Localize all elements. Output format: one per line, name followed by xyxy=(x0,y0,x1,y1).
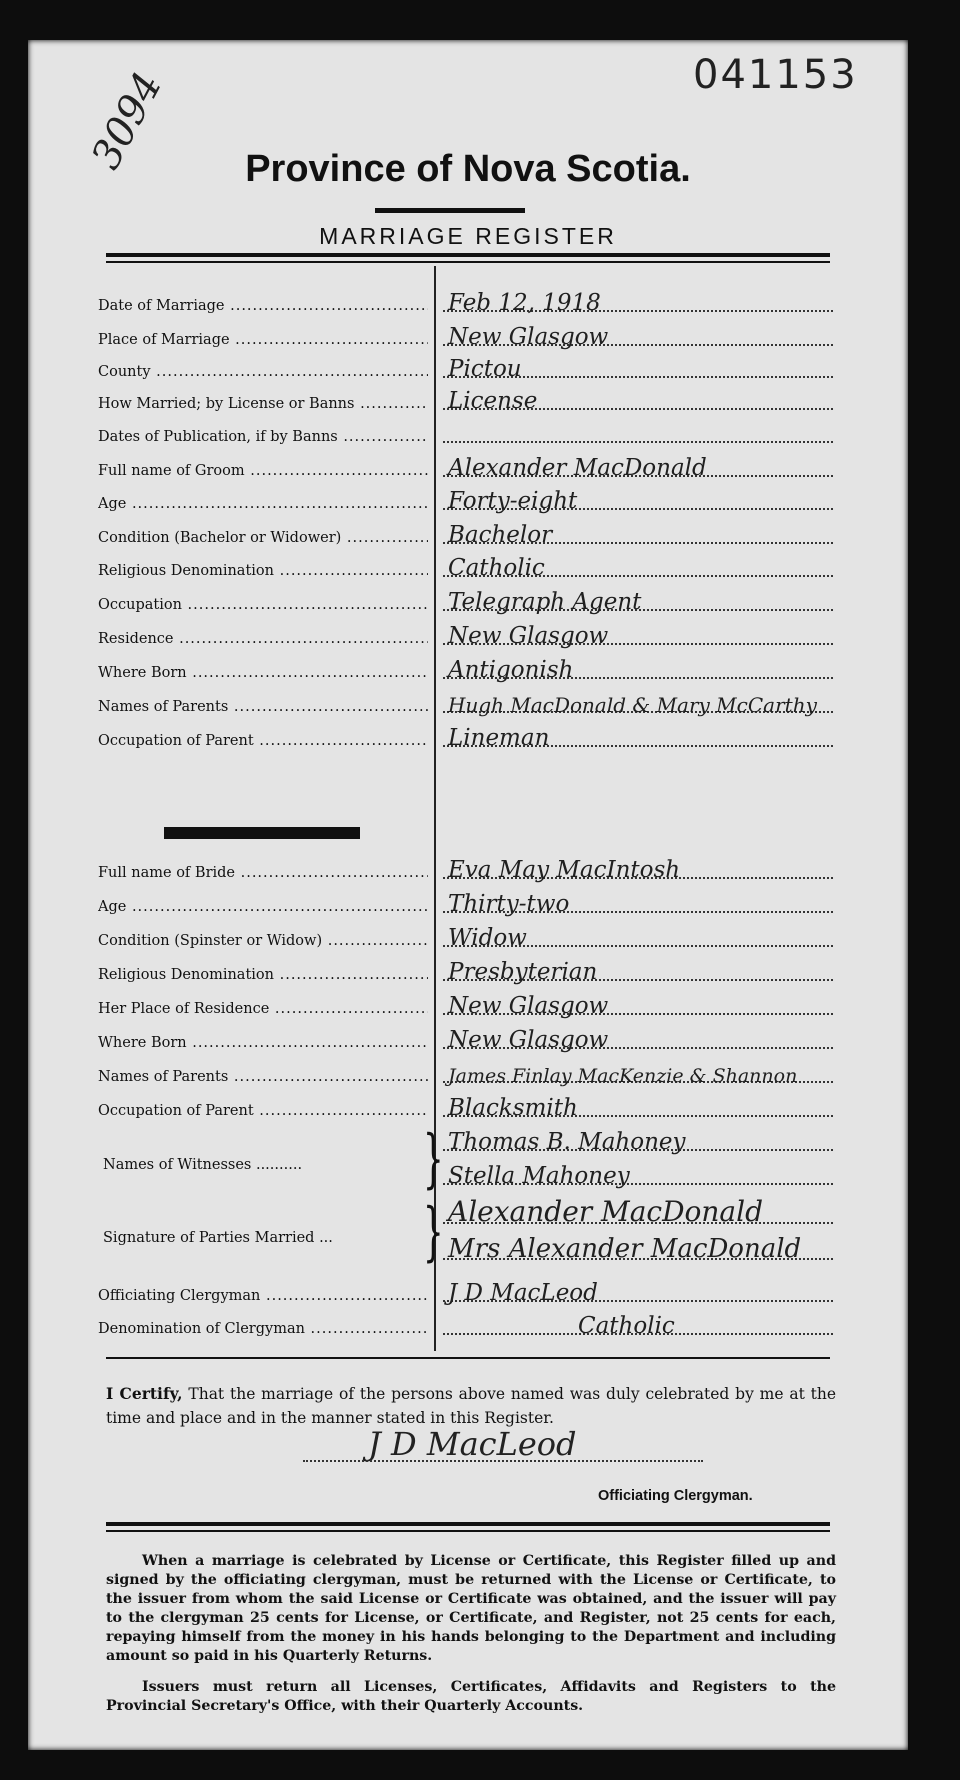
field-row xyxy=(98,991,833,1021)
field-row xyxy=(98,923,833,953)
signature-name: Alexander MacDonald xyxy=(448,1195,763,1228)
field-label: Religious Denomination ..... xyxy=(98,967,428,983)
field-value: New Glasgow xyxy=(448,1027,609,1053)
field-row xyxy=(98,288,833,318)
field-value: Bachelor xyxy=(448,522,553,548)
field-label: Where Born ..... xyxy=(98,665,428,681)
header-rule-thin xyxy=(106,261,830,263)
field-row xyxy=(98,889,833,919)
field-value: James Finlay MacKenzie & Shannon xyxy=(448,1065,798,1087)
field-value: Pictou xyxy=(448,356,522,382)
field-row xyxy=(98,354,833,384)
field-row xyxy=(98,419,833,449)
field-value: Feb 12, 1918 xyxy=(448,290,601,316)
field-value: Hugh MacDonald & Mary McCarthy xyxy=(448,693,817,717)
field-label: Condition (Spinster or Widow) ..... xyxy=(98,933,428,949)
field-label: Age ..... xyxy=(98,496,428,512)
field-label: Full name of Bride ..... xyxy=(98,865,428,881)
page-subtitle: MARRIAGE REGISTER xyxy=(319,223,617,249)
signatures-brace: } xyxy=(423,1195,444,1269)
notice-paragraph: Issuers must return all Licenses, Certificates, Affidavits and Registers to the Provincial Secretary's Office, with their Quarterly Accounts. xyxy=(106,1679,836,1714)
field-row xyxy=(98,621,833,651)
field-value: Alexander MacDonald xyxy=(448,455,707,481)
field-row xyxy=(98,1311,833,1341)
signature-name: Mrs Alexander MacDonald xyxy=(448,1234,802,1264)
field-value: Catholic xyxy=(578,1313,675,1339)
certify-lead: I Certify, xyxy=(106,1384,183,1403)
certify-body: That the marriage of the persons above named was duly celebrated by me at the time and place and in the manner stated in this Register. xyxy=(106,1385,836,1427)
notice-rule-thin xyxy=(106,1530,830,1532)
field-label: Full name of Groom ..... xyxy=(98,463,428,479)
page-title: Province of Nova Scotia. xyxy=(245,148,691,190)
stamp-number: 041153 xyxy=(693,52,858,98)
field-value: New Glasgow xyxy=(448,993,609,1019)
field-row xyxy=(98,1059,833,1089)
instructions-notice xyxy=(106,1552,836,1728)
field-row xyxy=(98,655,833,685)
field-label: Residence ..... xyxy=(98,631,428,647)
notice-paragraph: When a marriage is celebrated by License or Certificate, this Register filled up and signed by the officiating clergyman, must be returned with the License or Certificate, to the issuer from whom the said License or Certificate was obtained, and the issuer will pay to the clergyman 25 cents for License, or Certificate, and Register, not 25 cents for each, repaying himself from the money in his hands belonging to the Department and including amount so paid in his Quarterly Returns. xyxy=(106,1553,836,1664)
field-label: Officiating Clergyman ..... xyxy=(98,1288,428,1304)
field-value: Blacksmith xyxy=(448,1095,578,1121)
witnesses-brace: } xyxy=(423,1122,444,1196)
witness-name: Stella Mahoney xyxy=(448,1163,630,1189)
field-label: Names of Parents ..... xyxy=(98,1069,428,1085)
officiating-caption: Officiating Clergyman. xyxy=(598,1488,753,1504)
signatures-label: Signature of Parties Married ... xyxy=(103,1230,333,1246)
title-divider xyxy=(375,208,525,213)
field-row xyxy=(98,723,833,753)
field-value: Telegraph Agent xyxy=(448,589,642,615)
field-value: New Glasgow xyxy=(448,324,609,350)
field-value: Widow xyxy=(448,925,527,951)
field-value: Forty-eight xyxy=(448,488,578,514)
field-label: Occupation of Parent ..... xyxy=(98,1103,428,1119)
field-label: Condition (Bachelor or Widower) ..... xyxy=(98,530,428,546)
certify-rule xyxy=(106,1357,830,1359)
field-label: Where Born ..... xyxy=(98,1035,428,1051)
witness-row xyxy=(98,1127,833,1157)
field-label: Names of Parents ..... xyxy=(98,699,428,715)
witness-name: Thomas B. Mahoney xyxy=(448,1129,686,1155)
field-row xyxy=(98,587,833,617)
signature-row xyxy=(98,1195,833,1230)
signature-line xyxy=(303,1460,703,1462)
certification-text xyxy=(106,1382,836,1430)
field-label: Place of Marriage ..... xyxy=(98,332,428,348)
section-divider xyxy=(164,827,360,839)
field-label: Dates of Publication, if by Banns ..... xyxy=(98,429,428,445)
clergy-signature: J D MacLeod xyxy=(368,1425,577,1463)
register-sheet xyxy=(28,40,908,1750)
field-label: County ..... xyxy=(98,364,428,380)
field-label: How Married; by License or Banns ..... xyxy=(98,396,428,412)
field-value: Eva May MacIntosh xyxy=(448,857,681,883)
field-row xyxy=(98,386,833,416)
field-label: Occupation of Parent ..... xyxy=(98,733,428,749)
field-row xyxy=(98,553,833,583)
field-row xyxy=(98,1093,833,1123)
field-value: New Glasgow xyxy=(448,623,609,649)
notice-rule xyxy=(106,1522,830,1526)
side-number: 3094 xyxy=(83,65,172,177)
field-value: J D MacLeod xyxy=(448,1280,598,1306)
field-label: Age ..... xyxy=(98,899,428,915)
field-row xyxy=(98,486,833,516)
witnesses-label: Names of Witnesses .......... xyxy=(103,1157,303,1173)
field-value: License xyxy=(448,388,538,414)
field-label: Denomination of Clergyman ..... xyxy=(98,1321,428,1337)
field-label: Occupation ..... xyxy=(98,597,428,613)
field-row xyxy=(98,1278,833,1308)
field-row xyxy=(98,453,833,483)
field-label: Date of Marriage ..... xyxy=(98,298,428,314)
field-row xyxy=(98,322,833,352)
field-value: Presbyterian xyxy=(448,959,598,985)
field-row xyxy=(98,1025,833,1055)
field-label: Her Place of Residence ..... xyxy=(98,1001,428,1017)
field-value: Catholic xyxy=(448,555,545,581)
field-value: Antigonish xyxy=(448,657,574,683)
field-label: Religious Denomination ..... xyxy=(98,563,428,579)
field-value: Lineman xyxy=(448,725,550,751)
header-rule xyxy=(106,253,830,257)
field-row xyxy=(98,689,833,719)
field-row xyxy=(98,855,833,885)
field-row xyxy=(98,957,833,987)
field-value: Thirty-two xyxy=(448,891,570,917)
field-row xyxy=(98,520,833,550)
